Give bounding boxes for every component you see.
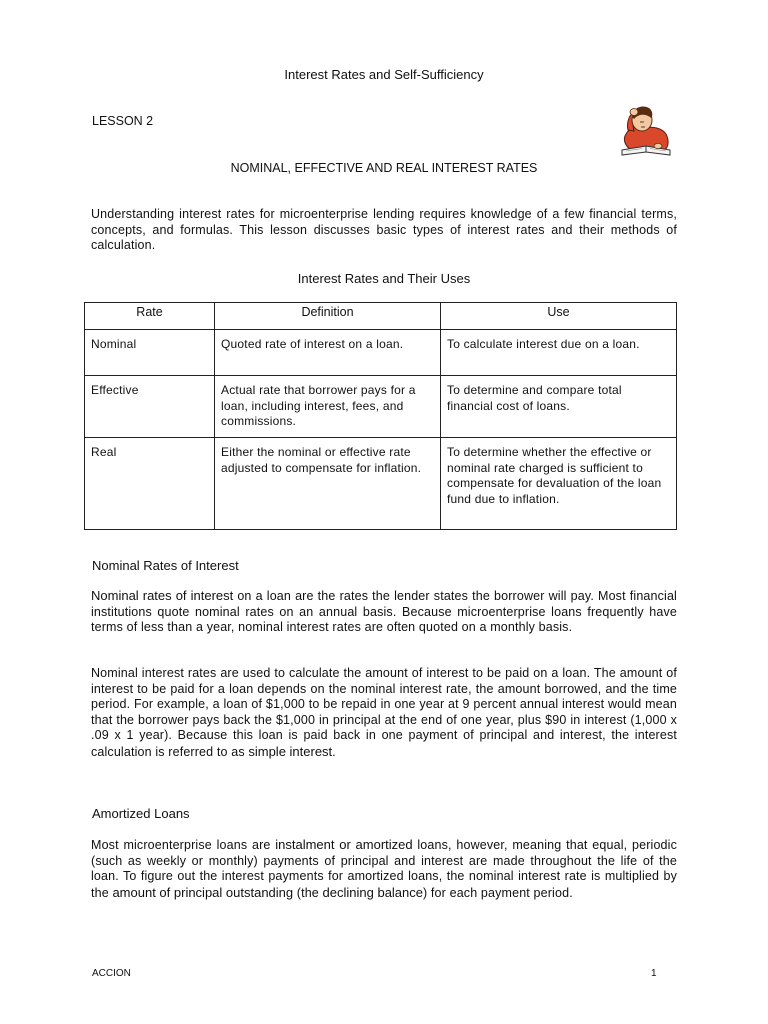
lesson-label: LESSON 2 (92, 114, 154, 128)
amortized-text-d: ) for each payment period. (423, 885, 573, 900)
footer-page-number: 1 (651, 968, 657, 979)
amortized-paragraph (91, 837, 677, 901)
interest-rates-table (84, 302, 677, 530)
table-header-row (85, 303, 677, 330)
lesson-subtitle: NOMINAL, EFFECTIVE AND REAL INTEREST RATES (230, 161, 538, 175)
nominal-paragraph-1-text: on a loan are the rates the lender states the borrower will pay. Most financial institutions quote nominal rates on an annual basis. Because microenterprise loans frequently have terms of less than a year, nominal interest rates are often quoted on a monthly basis. (91, 589, 677, 634)
header-definition: Definition (215, 303, 441, 330)
cell-rate: Real (85, 438, 215, 530)
cell-rate: Nominal (85, 330, 215, 376)
table-caption: Interest Rates and Their Uses (297, 271, 471, 286)
simple-interest-term: simple interest (248, 743, 333, 759)
cell-definition: Either the nominal or effective rate adjusted to compensate for inflation. (215, 438, 441, 530)
amortized-loans-heading: Amortized Loans (92, 806, 190, 821)
nominal-paragraph-1 (91, 588, 677, 636)
footer-organization: ACCION (92, 968, 131, 979)
table-row (85, 376, 677, 438)
amortized-text-a: Most microenterprise loans are (91, 838, 276, 852)
cell-use: To calculate interest due on a loan. (441, 330, 677, 376)
instalment-term: instalment or amortized (275, 837, 413, 852)
document-title: Interest Rates and Self-Sufficiency (284, 67, 484, 82)
intro-paragraph: Understanding interest rates for microenterprise lending requires knowledge of a few financial terms, concepts, and formulas. This lesson discusses basic types of interest rates and their methods of calculation. (91, 207, 677, 252)
cell-definition: Actual rate that borrower pays for a loan, including interest, fees, and commissions. (215, 376, 441, 438)
header-rate: Rate (85, 303, 215, 330)
declining-balance-term: declining balance (322, 884, 423, 900)
cell-rate: Effective (85, 376, 215, 438)
nominal-paragraph-2-end: . (332, 744, 336, 759)
table-row (85, 438, 677, 530)
nominal-rates-term: Nominal rates of interest (91, 588, 234, 603)
reading-boy-illustration (612, 100, 676, 158)
nominal-paragraph-2 (91, 666, 677, 760)
table-row (85, 330, 677, 376)
cell-definition: Quoted rate of interest on a loan. (215, 330, 441, 376)
header-use: Use (441, 303, 677, 330)
principal-outstanding-term: amount of principal outstanding (112, 884, 294, 900)
nominal-rates-heading: Nominal Rates of Interest (92, 558, 239, 573)
amortized-text-b: loans, however, meaning that equal, periodic (such as weekly or monthly) payments of principal and interest are made throughout the life of the loan. To figure out the interest payments for amortized loans, the nominal interest rate is multiplied by the (91, 838, 677, 900)
amortized-text-c: (the (293, 885, 323, 900)
nominal-paragraph-2-text: Nominal interest rates are used to calculate the amount of interest to be paid on a loan. The amount of interest to be paid for a loan depends on the nominal interest rate, the amount borrowed, and the time period. For example, a loan of $1,000 to be repaid in one year at 9 percent annual interest would mean that the borrower pays back the $1,000 in principal at the end of one year, plus $90 in interest (1,000 x .09 x 1 year). Because this loan is paid back in one payment of principal and interest, the interest calculation is referred to as (91, 666, 677, 759)
cell-use: To determine whether the effective or nominal rate charged is sufficient to compensate for devaluation of the loan fund due to inflation. (441, 438, 677, 530)
cell-use: To determine and compare total financial cost of loans. (441, 376, 677, 438)
